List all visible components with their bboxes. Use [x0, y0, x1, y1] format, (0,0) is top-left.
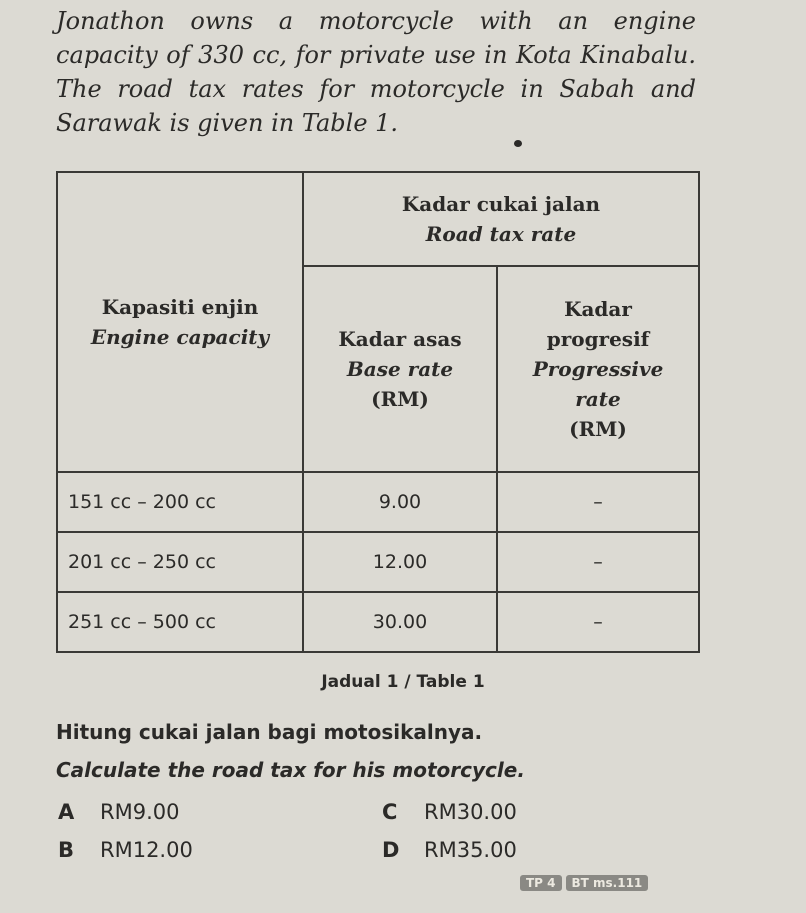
base-unit: (RM): [371, 387, 429, 411]
progressive-cell: –: [497, 472, 699, 532]
progressive-cell: –: [497, 532, 699, 592]
option-text: RM9.00: [100, 800, 180, 824]
prog-ms-2: progresif: [546, 327, 650, 351]
option-text: RM12.00: [100, 838, 193, 862]
option-text: RM30.00: [424, 800, 517, 824]
table-caption: Jadual 1 / Table 1: [321, 672, 485, 692]
option-c[interactable]: [382, 800, 517, 824]
table-row: [57, 472, 699, 532]
option-d[interactable]: [382, 838, 517, 862]
prog-ms-1: Kadar: [564, 297, 632, 321]
engine-header-en: Engine capacity: [90, 325, 270, 349]
tp-tag: TP 4: [520, 875, 562, 891]
table-row: [57, 592, 699, 652]
option-text: RM35.00: [424, 838, 517, 862]
ink-dot: [514, 140, 522, 147]
rate-header-ms: Kadar cukai jalan: [401, 192, 601, 216]
option-letter: C: [382, 800, 398, 824]
progressive-cell: –: [497, 592, 699, 652]
capacity-cell: 201 cc – 250 cc: [57, 532, 303, 592]
prog-en-2: rate: [575, 387, 621, 411]
option-letter: A: [58, 800, 75, 824]
prog-en-1: Progressive: [532, 357, 664, 381]
base-cell: 9.00: [303, 472, 497, 532]
base-ms: Kadar asas: [338, 327, 462, 351]
bt-tag: BT ms.111: [566, 875, 649, 891]
engine-capacity-header: [57, 172, 303, 472]
question-intro: Jonathon owns a motorcycle with an engine capacity of 330 cc, for private use in Kota Kinabalu. The road tax rates for motorcycle in Sabah and Sarawak is given in Table 1.: [56, 7, 696, 137]
base-cell: 30.00: [303, 592, 497, 652]
option-b[interactable]: [58, 838, 193, 862]
question-en: Calculate the road tax for his motorcycle.: [56, 758, 525, 782]
base-cell: 12.00: [303, 532, 497, 592]
progressive-rate-header: [497, 266, 699, 472]
base-rate-header: [303, 266, 497, 472]
question-ms: Hitung cukai jalan bagi motosikalnya.: [56, 720, 483, 744]
option-a[interactable]: [58, 800, 179, 824]
road-tax-rate-header: [303, 172, 699, 266]
table-row: [57, 532, 699, 592]
option-letter: B: [58, 838, 75, 862]
prog-unit: (RM): [569, 417, 627, 441]
base-en: Base rate: [346, 357, 454, 381]
question-tags: [520, 872, 652, 891]
rate-header-en: Road tax rate: [425, 222, 577, 246]
road-tax-table: [56, 171, 700, 653]
capacity-cell: 151 cc – 200 cc: [57, 472, 303, 532]
capacity-cell: 251 cc – 500 cc: [57, 592, 303, 652]
engine-header-ms: Kapasiti enjin: [101, 295, 259, 319]
option-letter: D: [382, 838, 400, 862]
